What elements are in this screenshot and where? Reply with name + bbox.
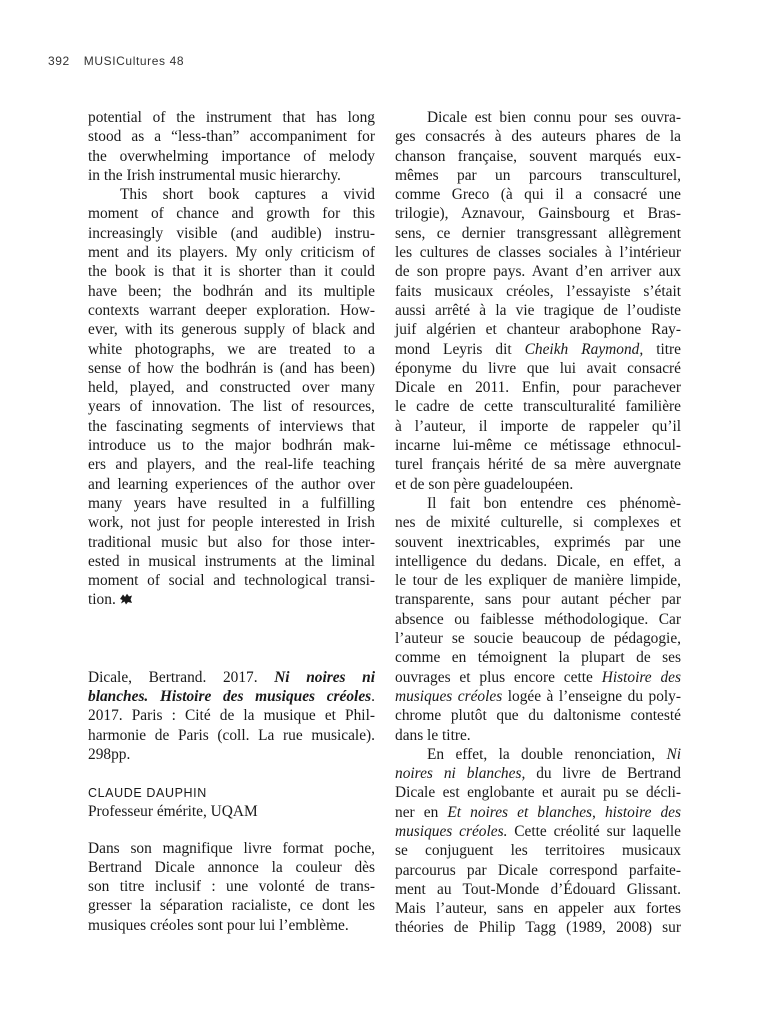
text-line: ges consacrés à des auteurs phares de la	[395, 128, 681, 146]
text-line: noires ni blanches, du livre de Bertrand	[395, 765, 681, 783]
text-line: turel français hérité de sa mère auvergnate	[395, 456, 681, 474]
text-line: Dicale est englobante et aurait pu se décli-	[395, 784, 681, 802]
review-paragraph-4	[395, 108, 681, 494]
text-line: les cultures de classes sociales à l’intérieur	[395, 244, 681, 262]
text-line: years of innovation. The list of resources,	[88, 398, 375, 416]
text-line: parcourus par Dicale correspond parfaite-	[395, 861, 681, 879]
text-line: potential of the instrument that has long	[88, 109, 375, 126]
text-line: éponyme du livre que lui avait consacré	[395, 359, 681, 377]
text-line: aussi arrêté à la vie tragique de l’oudiste	[395, 301, 681, 319]
text-line: Dicale, Bertrand. 2017. Ni noires ni	[88, 668, 375, 686]
review-paragraph-5	[395, 494, 681, 745]
text-line: comme Greco (à qui il a consacré une	[395, 186, 681, 204]
text-line: the fascinating segments of interviews that	[88, 417, 375, 435]
italic-title: musiques créoles	[395, 687, 503, 705]
text-line: moment of chance and growth for this	[88, 205, 375, 223]
text-line: sense of how the bodhrán is (and has been)	[88, 359, 375, 377]
leaf-end-mark-icon	[119, 593, 133, 605]
text-line: se conjuguent les territoires musicaux	[395, 842, 681, 860]
italic-title: noires ni blanches,	[395, 765, 526, 783]
text-line: 2017. Paris : Cité de la musique et Phil-	[88, 707, 375, 725]
text-line: chrome plutôt que du daltonisme contesté	[395, 707, 681, 725]
text-line: Dicale en 2011. Enfin, pour parachever	[395, 379, 681, 397]
left-column	[88, 108, 375, 935]
text-line: Il fait bon entendre ces phénomè-	[427, 494, 681, 512]
text-line: le tour de les expliquer de manière limpide,	[395, 572, 681, 590]
text-line: moment of social and technological transi-	[88, 572, 375, 590]
text-line: ested in musical instruments at the liminal	[88, 552, 375, 570]
text-line: in the Irish instrumental music hierarchy.	[88, 166, 341, 184]
text-line: dans le titre.	[395, 726, 471, 744]
text-line: le cadre de cette transculturalité familière	[395, 398, 681, 416]
text-line	[88, 590, 375, 609]
italic-title: musiques créoles.	[395, 822, 508, 840]
text-line: trilogie), Aznavour, Gainsbourg et Bras-	[395, 205, 681, 223]
text-line: Dans son magnifique livre format poche,	[88, 839, 375, 857]
book-citation	[88, 668, 375, 764]
text-line: et de son père guadeloupéen.	[395, 475, 574, 493]
text-line: increasingly visible (and audible) instru-	[88, 224, 375, 242]
text-line: à l’auteur, il importe de rappeler qu’il	[395, 417, 681, 435]
text-line: the overwhelming importance of melody	[88, 147, 375, 165]
text-line: mêmes par un parcours transculturel,	[395, 166, 681, 184]
text-line: stood as a “less-than” accompaniment for	[88, 128, 375, 146]
text-line: contexts warrant deeper exploration. How-	[88, 301, 375, 319]
text-line: musiques créoles sont pour lui l’emblème.	[88, 916, 349, 934]
reviewer-name: CLAUDE DAUPHIN	[88, 786, 207, 801]
book-title: Ni noires ni	[274, 668, 375, 686]
book-title: blanches. Histoire des musiques créoles	[88, 688, 372, 706]
text-line: This short book captures a vivid	[120, 186, 375, 204]
review-paragraph-2	[88, 185, 375, 610]
text-line: En effet, la double renonciation, Ni	[427, 745, 681, 763]
text-line: intelligence du dedans. Dicale, en effet, a	[395, 552, 681, 570]
text-line: blanches. Histoire des musiques créoles.	[88, 688, 375, 706]
running-header	[48, 54, 184, 68]
text-line: juif algérien et chanteur arabophone Ray-	[395, 321, 681, 339]
text-line: ever, with its generous supply of black and	[88, 321, 375, 339]
text-line: son titre inclusif : une volonté de trans-	[88, 878, 375, 896]
text-line: chanson française, souvent marqués eux-	[395, 147, 681, 165]
text-line: sens, ce dernier transgressant allègrement	[395, 224, 681, 242]
text-line: ouvrages et plus encore cette Histoire des	[395, 668, 681, 686]
text-line: musiques créoles. Cette créolité sur laquelle	[395, 822, 681, 840]
text-line: ner en Et noires et blanches, histoire des	[395, 803, 681, 821]
review-paragraph-3	[88, 839, 375, 935]
text-line: l’auteur se soucie beaucoup de pédagogie,	[395, 630, 681, 648]
text-line: comme en témoignent la plupart de ses	[395, 649, 681, 667]
text-line: ers and players, and the real-life teaching	[88, 456, 375, 474]
text-line: souvent inextricables, exprimés par une	[395, 533, 681, 551]
text-line: Mais l’auteur, sans en appeler aux fortes	[395, 900, 681, 918]
text-line: introduce us to the major bodhrán mak-	[88, 437, 375, 455]
journal-title: MUSICultures 48	[83, 54, 185, 68]
text-line: mond Leyris dit Cheikh Raymond, titre	[395, 340, 682, 358]
italic-title: Histoire des	[601, 668, 681, 686]
reviewer-affiliation: Professeur émérite, UQAM	[88, 803, 258, 821]
page-number: 392	[48, 54, 70, 68]
text-line: harmonie de Paris (coll. La rue musicale).	[88, 726, 375, 744]
text-line: incarne lui-même ce métissage ethnocul-	[395, 437, 681, 455]
text-line: théories de Philip Tagg (1989, 2008) sur	[395, 919, 681, 937]
text-line: white photographs, we are treated to a	[88, 340, 375, 358]
text-line: ment au Tout-Monde d’Édouard Glissant.	[395, 880, 681, 898]
text-line: gresser la séparation racialiste, ce dont les	[88, 897, 375, 915]
text-line: Bertrand Dicale annonce la couleur dès	[88, 858, 375, 876]
review-paragraph-1	[88, 108, 375, 185]
text-line: the book is that it is shorter than it could	[88, 263, 375, 281]
text-line: absence ou faiblesse méthodologique. Car	[395, 610, 681, 628]
italic-title: Cheikh Raymond,	[524, 340, 644, 358]
reviewer-block	[88, 784, 375, 821]
text-line: nes de mixité culturelle, si complexes et	[395, 514, 681, 532]
text-line: traditional music but also for those inter-	[88, 533, 375, 551]
text-line: and learning experiences of the author over	[88, 475, 375, 493]
text-line: have been; the bodhrán and its multiple	[88, 282, 375, 300]
text-line: 298pp.	[88, 745, 131, 763]
text-line: musiques créoles logée à l’enseigne du poly-	[395, 687, 681, 705]
final-word: tion.	[88, 591, 116, 609]
italic-title: Et noires et blanches, histoire des	[447, 803, 681, 821]
text-line: held, played, and constructed over many	[88, 379, 375, 397]
text-line: de son propre pays. Avant d’en arriver aux	[395, 263, 681, 281]
text-line: Dicale est bien connu pour ses ouvra-	[427, 109, 681, 126]
text-line: many years have resulted in a fulfilling	[88, 494, 375, 512]
text-line: work, not just for people interested in Irish	[88, 514, 375, 532]
text-line: faits musicaux créoles, l’essayiste s’était	[395, 282, 681, 300]
right-column	[395, 108, 681, 938]
text-line: ment and its players. My only criticism of	[88, 244, 375, 262]
text-line: transparente, sans pour autant pécher par	[395, 591, 681, 609]
italic-title: Ni	[666, 745, 681, 763]
review-paragraph-6	[395, 745, 681, 938]
